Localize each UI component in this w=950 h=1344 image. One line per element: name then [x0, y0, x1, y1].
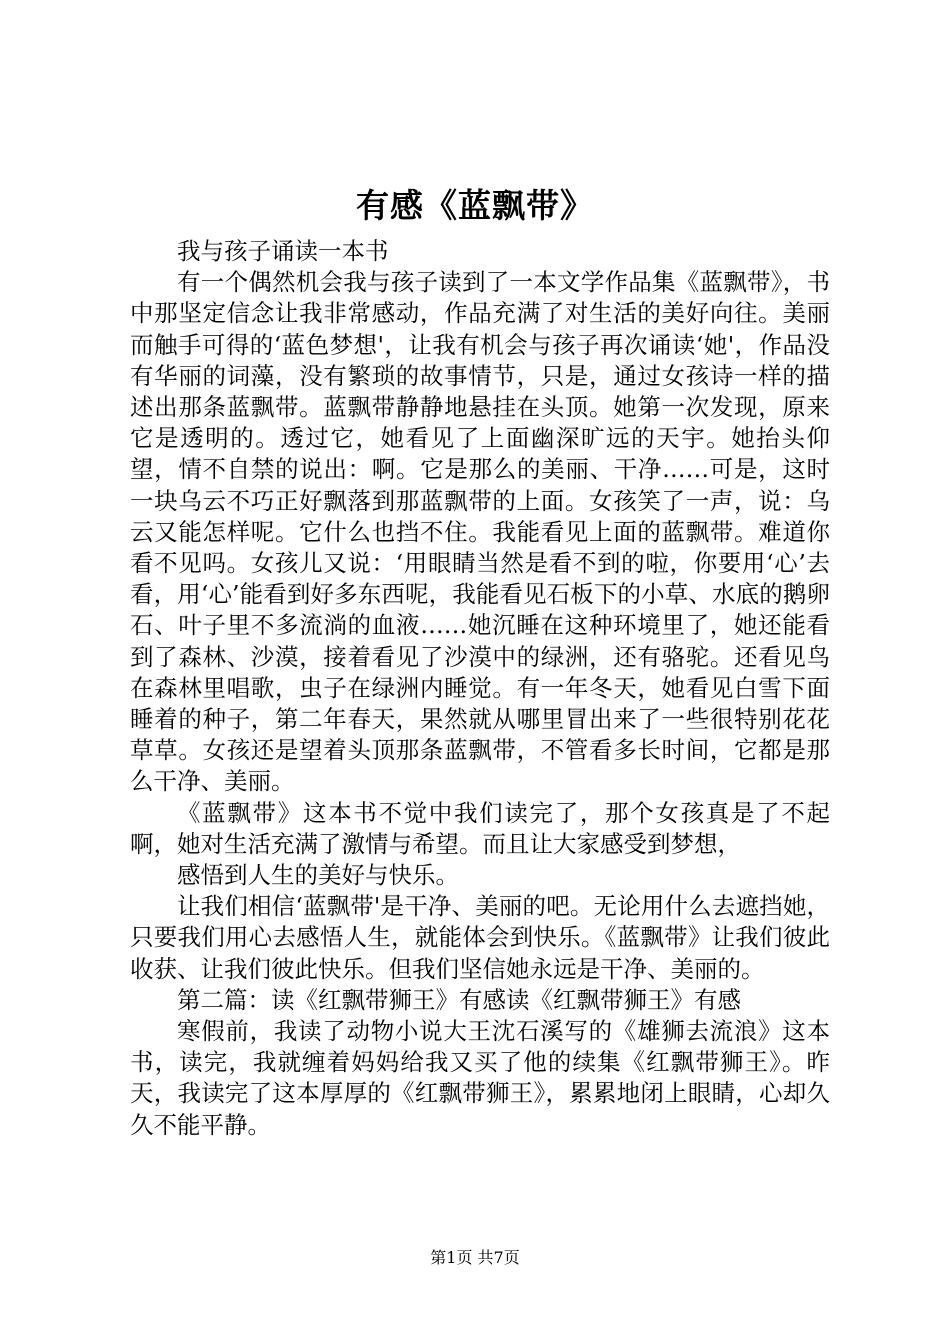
page-footer: 第1页 共7页: [430, 1248, 520, 1267]
document-body: [130, 236, 830, 1141]
document-title: 有感《蓝飘带》: [356, 186, 594, 225]
paragraph-1: 我与孩子诵读一本书: [177, 237, 389, 265]
paragraph-5: 让我们相信‘蓝飘带'是干净、美丽的吧。无论用什么去遮挡她，只要我们用心去感悟人生，就能体会到快乐。《蓝飘带》让我们彼此收获、让我们彼此快乐。但我们坚信她永远是干净、美丽的。: [130, 892, 830, 983]
paragraph-4: 感悟到人生的美好与快乐。: [177, 861, 459, 890]
section-heading: 第二篇：读《红飘带狮王》有感读《红飘带狮王》有感: [177, 985, 741, 1014]
paragraph-2: 有一个偶然机会我与孩子读到了一本文学作品集《蓝飘带》，书中那坚定信念让我非常感动，作品充满了对生活的美好向往。美丽而触手可得的‘蓝色梦想'，让我有机会与孩子再次诵读‘她'，作品没有华丽的词藻，没有繁琐的故事情节，只是，通过女孩诗一样的描述出那条蓝飘带。蓝飘带静静地悬挂在头顶。她第一次发现，原来它是透明的。透过它，她看见了上面幽深旷远的天宇。她抬头仰望，情不自禁的说出：啊。它是那么的美丽、干净……可是，这时一块乌云不巧正好飘落到那蓝飘带的上面。女孩笑了一声，说：乌云又能怎样呢。它什么也挡不住。我能看见上面的蓝飘带。难道你看不见吗。女孩儿又说：‘用眼睛当然是看不到的啦，你要用‘心’去看，用‘心’能看到好多东西呢，我能看见石板下的小草、水底的鹅卵石、叶子里不多流淌的血液……她沉睡在这种环境里了，她还能看到了森林、沙漠，接着看见了沙漠中的绿洲，还有骆驼。还看见鸟在森林里唱歌，虫子在绿洲内睡觉。有一年冬天，她看见白雪下面睡着的种子，第二年春天，果然就从哪里冒出来了一些很特别花花草草。女孩还是望着头顶那条蓝飘带，不管看多长时间，它都是那么干净、美丽。: [130, 268, 830, 796]
paragraph-7: 寒假前，我读了动物小说大王沈石溪写的《雄狮去流浪》这本书，读完，我就缠着妈妈给我又买了他的续集《红飘带狮王》。昨天，我读完了这本厚厚的《红飘带狮王》，累累地闭上眼睛，心却久久不能平静。: [130, 1017, 830, 1139]
paragraph-3: 《蓝飘带》这本书不觉中我们读完了，那个女孩真是了不起啊，她对生活充满了激情与希望。而且让大家感受到梦想，: [130, 798, 830, 858]
